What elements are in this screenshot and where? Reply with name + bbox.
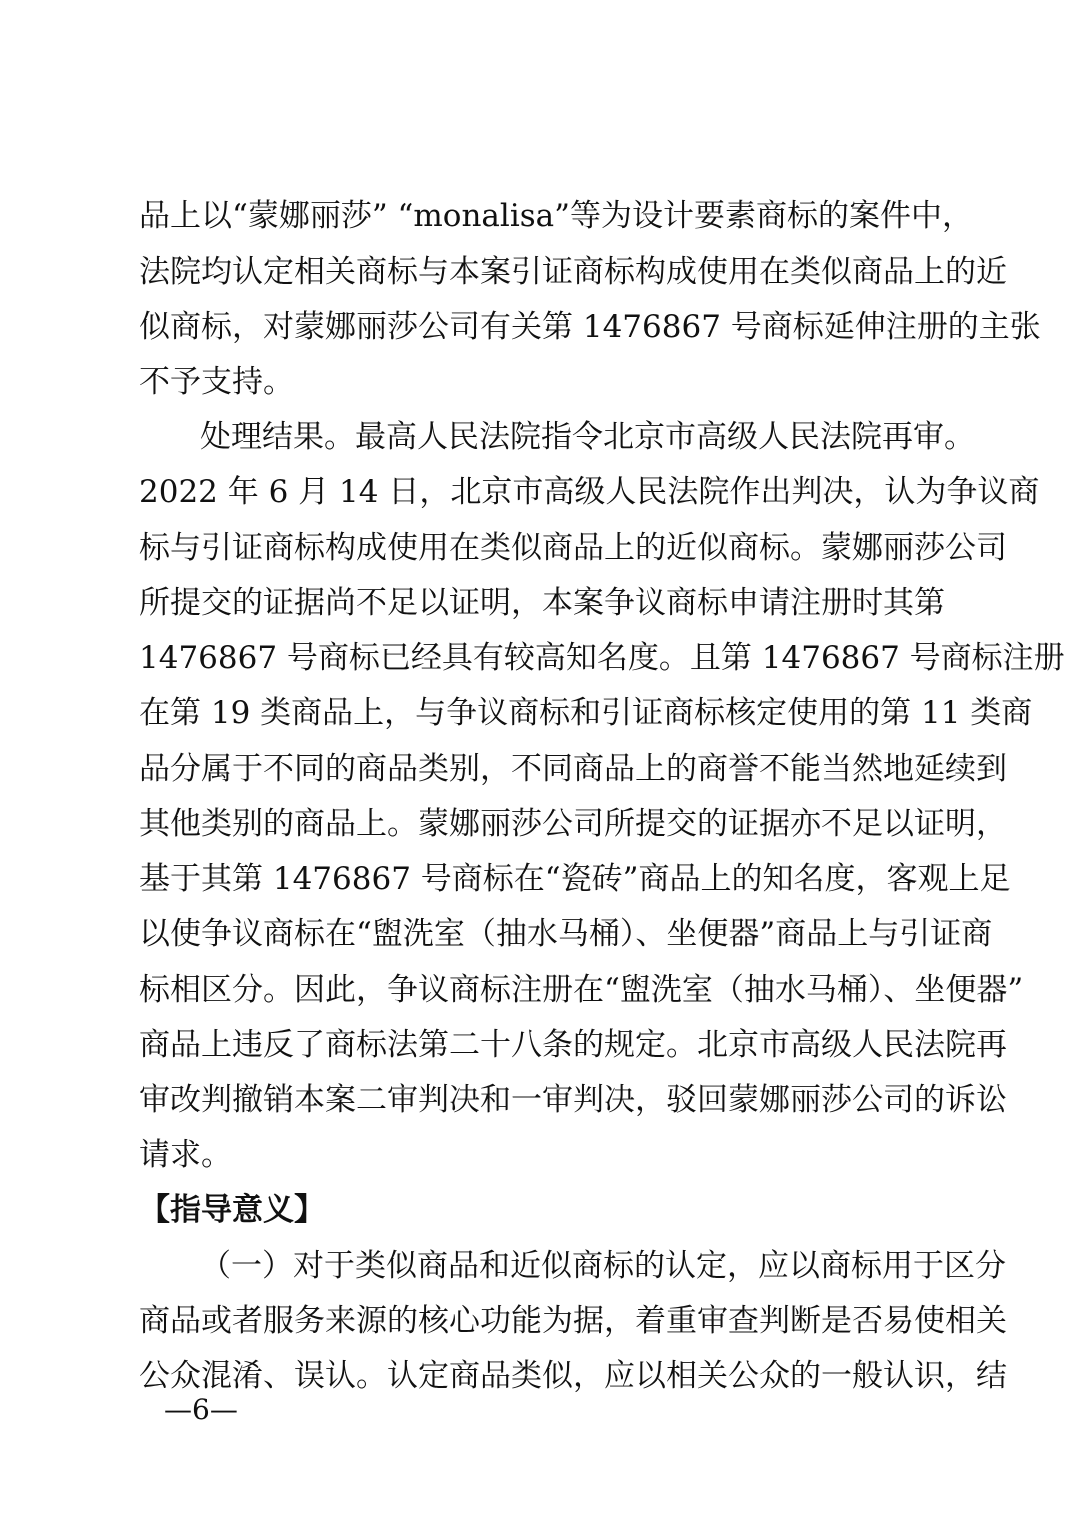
body-line: 请求。 bbox=[139, 1137, 232, 1173]
body-line: 公众混淆、误认。认定商品类似，应以相关公众的一般认识，结 bbox=[139, 1358, 1007, 1394]
body-line: 不予支持。 bbox=[139, 364, 294, 400]
body-line: 2022 年 6 月 14 日，北京市高级人民法院作出判决，认为争议商 bbox=[139, 474, 1040, 510]
body-line: 似商标，对蒙娜丽莎公司有关第 1476867 号商标延伸注册的主张 bbox=[139, 309, 1041, 345]
page-number: —6— bbox=[164, 1393, 238, 1426]
body-line: 其他类别的商品上。蒙娜丽莎公司所提交的证据亦不足以证明， bbox=[139, 806, 1007, 842]
body-line: 标相区分。因此，争议商标注册在“盥洗室（抽水马桶）、坐便器” bbox=[139, 972, 1024, 1008]
body-line: 以使争议商标在“盥洗室（抽水马桶）、坐便器”商品上与引证商 bbox=[139, 916, 993, 952]
paragraph-first-line: 处理结果。最高人民法院指令北京市高级人民法院再审。 bbox=[200, 419, 975, 455]
paragraph-first-line: （一）对于类似商品和近似商标的认定，应以商标用于区分 bbox=[200, 1248, 1006, 1284]
body-line: 审改判撤销本案二审判决和一审判决，驳回蒙娜丽莎公司的诉讼 bbox=[139, 1082, 1007, 1118]
body-line: 品分属于不同的商品类别，不同商品上的商誉不能当然地延续到 bbox=[139, 751, 1007, 787]
body-line: 品上以“蒙娜丽莎” “monalisa”等为设计要素商标的案件中， bbox=[139, 198, 973, 234]
body-line: 所提交的证据尚不足以证明，本案争议商标申请注册时其第 bbox=[139, 585, 945, 621]
body-line: 1476867 号商标已经具有较高知名度。且第 1476867 号商标注册 bbox=[139, 640, 1065, 676]
body-line: 商品上违反了商标法第二十八条的规定。北京市高级人民法院再 bbox=[139, 1027, 1007, 1063]
body-line: 在第 19 类商品上，与争议商标和引证商标核定使用的第 11 类商 bbox=[139, 695, 1033, 731]
body-line: 标与引证商标构成使用在类似商品上的近似商标。蒙娜丽莎公司 bbox=[139, 530, 1007, 566]
body-line: 法院均认定相关商标与本案引证商标构成使用在类似商品上的近 bbox=[139, 254, 1007, 290]
body-line: 商品或者服务来源的核心功能为据，着重审查判断是否易使相关 bbox=[139, 1303, 1007, 1339]
section-heading: 【指导意义】 bbox=[139, 1192, 325, 1228]
body-line: 基于其第 1476867 号商标在“瓷砖”商品上的知名度，客观上足 bbox=[139, 861, 1011, 897]
